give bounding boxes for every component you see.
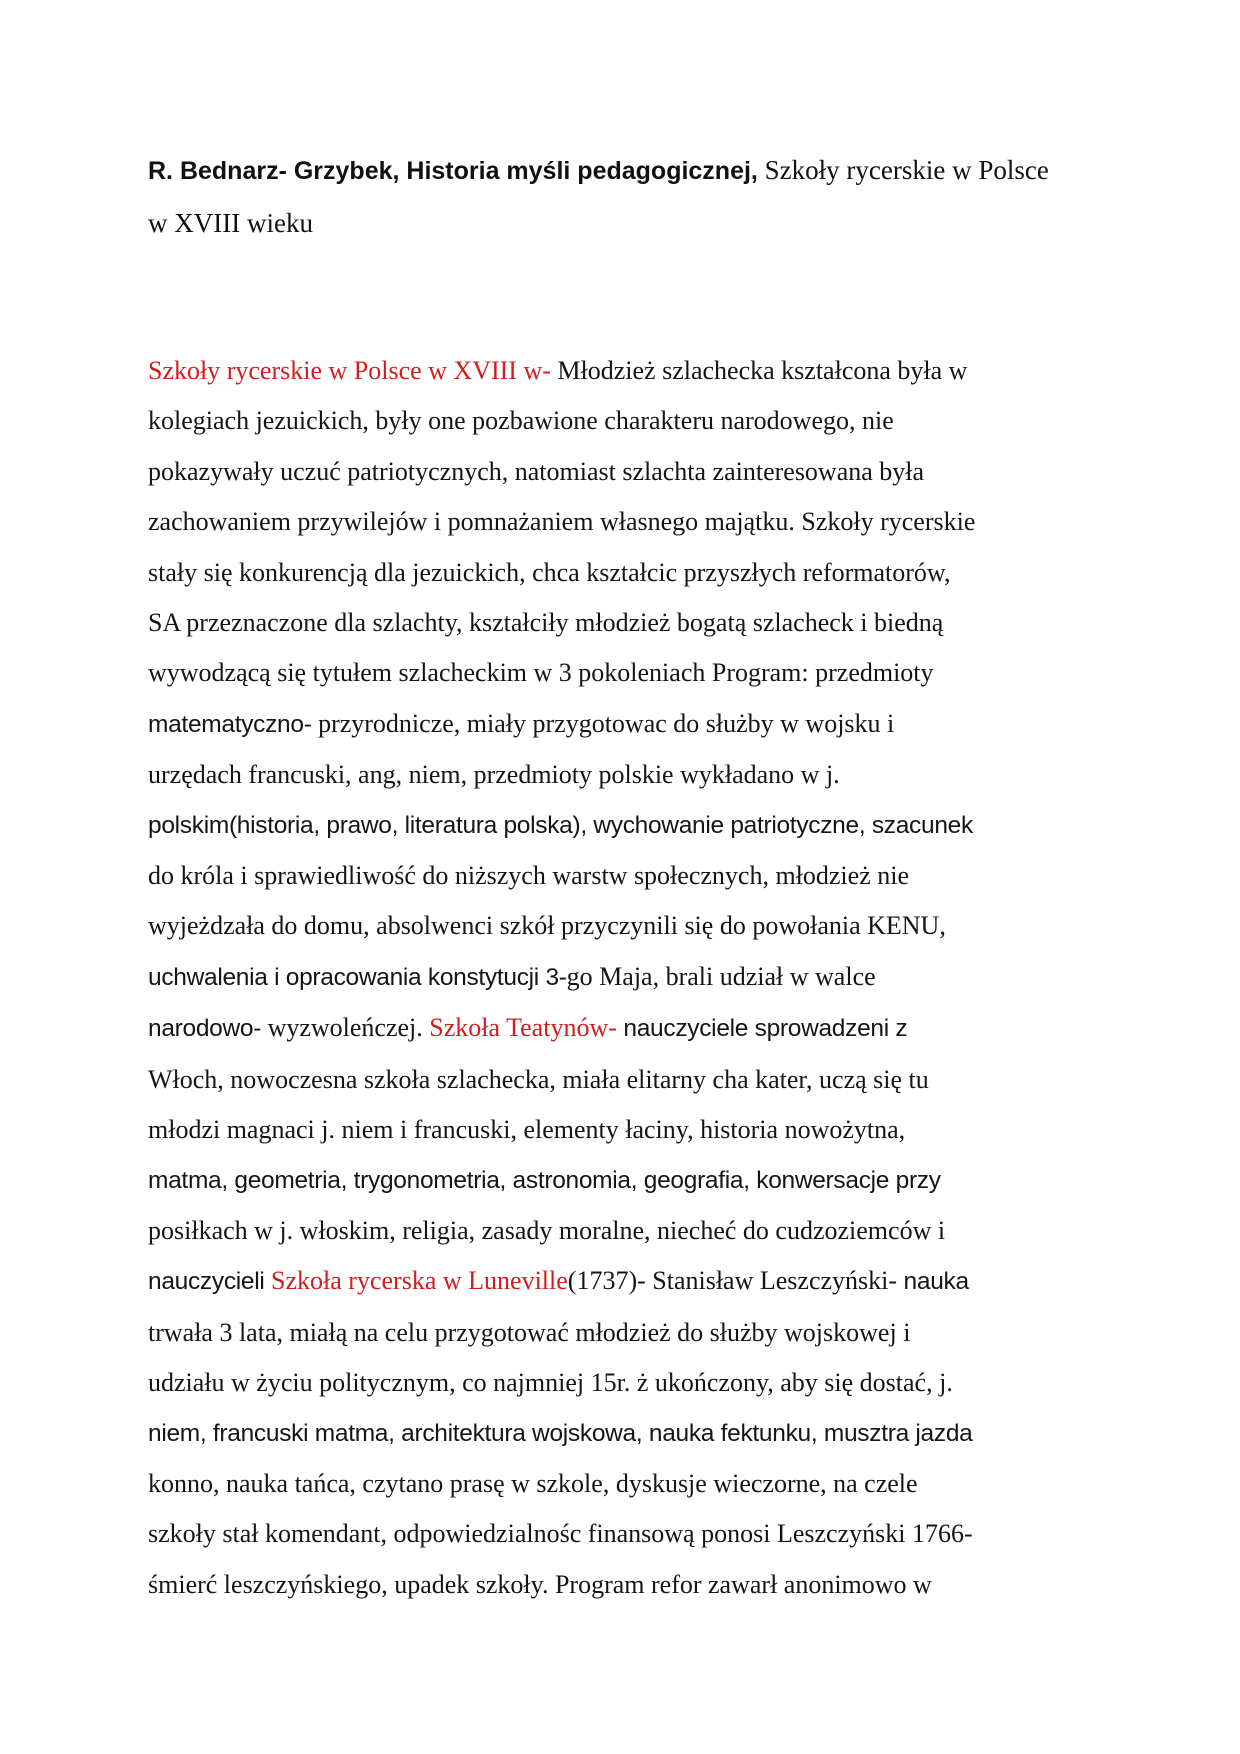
body-line: udziału w życiu politycznym, co najmniej 15r. ż ukończony, aby się dostać, j. [148, 1368, 953, 1398]
body-line: zachowaniem przywilejów i pomnażaniem własnego majątku. Szkoły rycerskie [148, 507, 976, 537]
body-line: śmierć leszczyńskiego, upadek szkoły. Program refor zawarł anonimowo w [148, 1569, 932, 1599]
body-line: posiłkach w j. włoskim, religia, zasady moralne, niecheć do cudzoziemców i [148, 1215, 946, 1245]
heading-author-title: R. Bednarz- Grzybek, Historia myśli pedagogicznej, [148, 157, 758, 185]
body-line: polskim(historia, prawo, literatura polska), wychowanie patriotyczne, szacunek [148, 811, 973, 839]
body-line: matematyczno- przyrodnicze, miały przygotowac do służby w wojsku i [148, 708, 895, 738]
body-line: szkoły stał komendant, odpowiedzialnośc finansową ponosi Leszczyński 1766- [148, 1519, 973, 1549]
body-line: wywodzącą się tytułem szlacheckim w 3 pokoleniach Program: przedmioty [148, 658, 934, 688]
body-line: stały się konkurencją dla jezuickich, chca kształcic przyszłych reformatorów, [148, 557, 951, 587]
body-line: trwała 3 lata, miałą na celu przygotować młodzież do służby wojskowej i [148, 1317, 911, 1347]
body-line: do króla i sprawiedliwość do niższych warstw społecznych, młodzież nie [148, 861, 909, 891]
document-heading [148, 144, 1108, 249]
body-line: SA przeznaczone dla szlachty, kształciły młodzież bogatą szlacheck i biedną [148, 608, 944, 638]
document-body [148, 346, 1108, 1610]
body-line: konno, nauka tańca, czytano prasę w szkole, dyskusje wieczorne, na czele [148, 1468, 918, 1498]
body-line: pokazywały uczuć patriotycznych, natomiast szlachta zainteresowana była [148, 456, 925, 486]
body-line: uchwalenia i opracowania konstytucji 3-go Maja, brali udział w walce [148, 961, 876, 991]
body-line: wyjeżdzała do domu, absolwenci szkół przyczynili się do powołania KENU, [148, 911, 946, 941]
body-line: niem, francuski matma, architektura wojskowa, nauka fektunku, musztra jazda [148, 1419, 973, 1447]
body-line: urzędach francuski, ang, niem, przedmioty polskie wykładano w j. [148, 760, 840, 790]
body-line: młodzi magnaci j. niem i francuski, elementy łaciny, historia nowożytna, [148, 1115, 906, 1145]
section-heading-teatyni-school: Szkoła Teatynów- [429, 1013, 617, 1043]
body-line: Szkoły rycerskie w Polsce w XVIII w- Młodzież szlachecka kształcona była w [148, 356, 968, 385]
section-heading-knight-schools: Szkoły rycerskie w Polsce w XVIII w- [148, 356, 551, 385]
body-line: kolegiach jezuickich, były one pozbawione charakteru narodowego, nie [148, 406, 894, 436]
body-line: matma, geometria, trygonometria, astronomia, geografia, konwersacje przy [148, 1166, 941, 1194]
body-line: Włoch, nowoczesna szkoła szlachecka, miała elitarny cha kater, uczą się tu [148, 1064, 929, 1094]
body-line: nauczycieli Szkoła rycerska w Luneville(1737)- Stanisław Leszczyński- nauka [148, 1266, 969, 1296]
body-line: narodowo- wyzwoleńczej. Szkoła Teatynów- nauczyciele sprowadzeni z [148, 1013, 908, 1043]
heading-topic-cont: w XVIII wieku [148, 208, 313, 238]
heading-topic: Szkoły rycerskie w Polsce [757, 155, 1049, 185]
section-heading-luneville-school: Szkoła rycerska w Luneville [271, 1266, 568, 1296]
